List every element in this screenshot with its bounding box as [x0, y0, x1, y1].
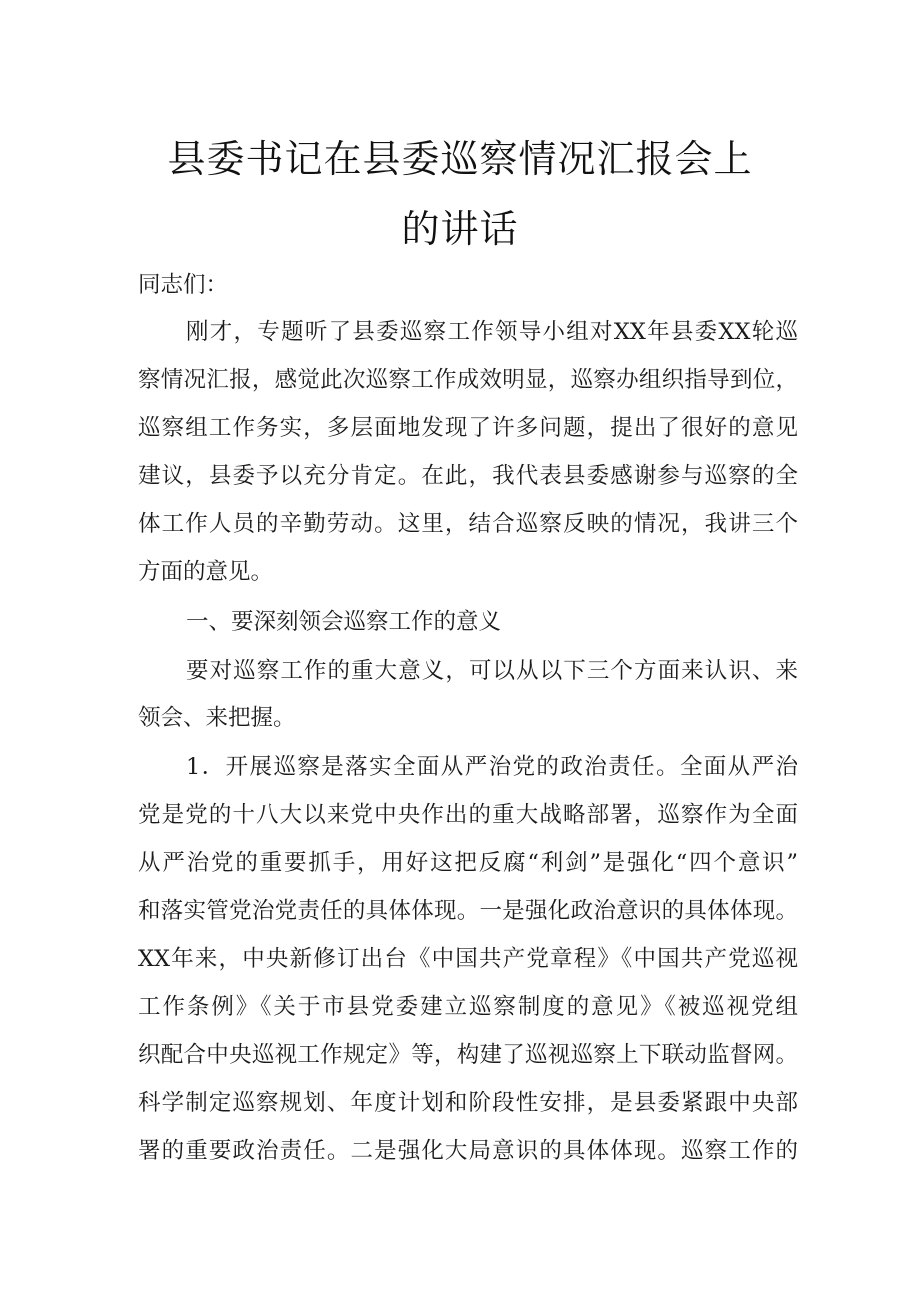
body-line: 领会、来把握。 — [138, 705, 296, 731]
body-line: 和落实管党治党责任的具体体现。一是强化政治意识的具体体现。 — [138, 898, 798, 924]
body-line: 方面的意见。 — [138, 559, 274, 585]
body-line: 党是党的十八大以来党中央作出的重大战略部署，巡察作为全面 — [138, 802, 798, 828]
body-line: 工作条例》《关于市县党委建立巡察制度的意见》《被巡视党组 — [138, 994, 798, 1020]
body-line: 刚才，专题听了县委巡察工作领导小组对XX年县委XX轮巡 — [186, 319, 798, 345]
body-line: 1．开展巡察是落实全面从严治党的政治责任。全面从严治 — [186, 754, 798, 780]
body-line: 署的重要政治责任。二是强化大局意识的具体体现。巡察工作的 — [138, 1138, 798, 1164]
body-line: 从严治党的重要抓手，用好这把反腐“利剑”是强化“四个意识” — [138, 850, 798, 876]
body-line: 察情况汇报，感觉此次巡察工作成效明显，巡察办组织指导到位， — [138, 367, 798, 393]
body-line: 巡察组工作务实，多层面地发现了许多问题，提出了很好的意见 — [138, 415, 798, 441]
body-line: 织配合中央巡视工作规定》等，构建了巡视巡察上下联动监督网。 — [138, 1042, 798, 1068]
body-line: 要对巡察工作的重大意义，可以从以下三个方面来认识、来 — [186, 658, 798, 684]
body-line: XX年来，中央新修订出台《中国共产党章程》《中国共产党巡视 — [138, 946, 798, 972]
document-title-line-2: 的讲话 — [401, 207, 519, 251]
salutation: 同志们： — [138, 272, 229, 298]
section-heading: 一、要深刻领会巡察工作的意义 — [186, 609, 502, 635]
body-line: 科学制定巡察规划、年度计划和阶段性安排，是县委紧跟中央部 — [138, 1090, 798, 1116]
document-title-line-1: 县委书记在县委巡察情况汇报会上 — [167, 137, 753, 181]
body-line: 体工作人员的辛勤劳动。这里，结合巡察反映的情况，我讲三个 — [138, 511, 798, 537]
body-line: 建议，县委予以充分肯定。在此，我代表县委感谢参与巡察的全 — [138, 463, 798, 489]
